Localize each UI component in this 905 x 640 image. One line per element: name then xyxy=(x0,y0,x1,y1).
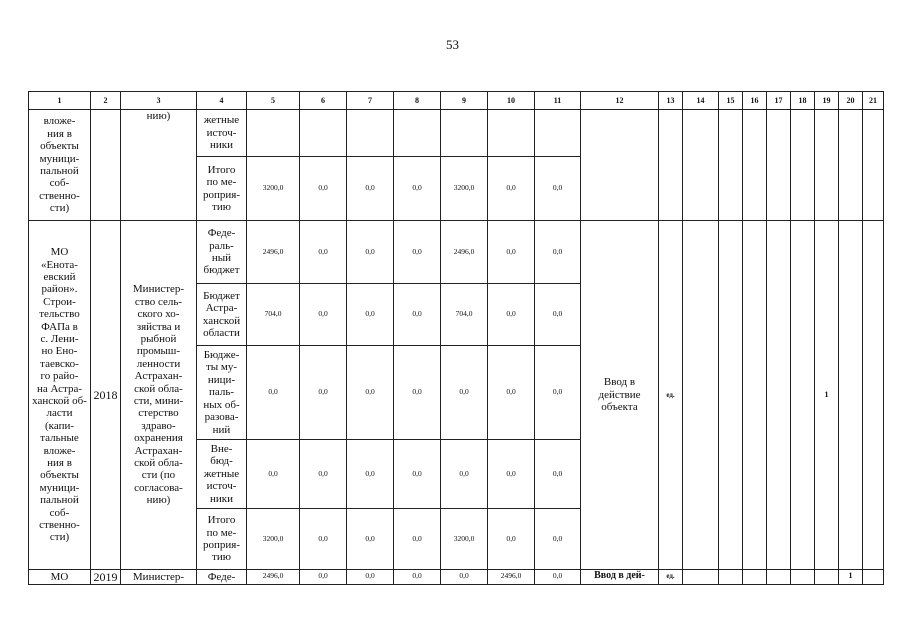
object-name-line: объекты xyxy=(40,469,79,482)
funding-source-line: источ- xyxy=(206,126,237,139)
header-col-4: 4 xyxy=(197,92,247,110)
amount-cell: 0,0 xyxy=(441,440,488,509)
result-cell xyxy=(581,110,659,221)
funding-source-line: бюд- xyxy=(210,455,233,468)
col-20-value: 1 xyxy=(839,570,863,585)
col-14 xyxy=(683,221,719,570)
col-20 xyxy=(839,110,863,221)
object-name-line: район». xyxy=(41,283,78,296)
funding-source-line: ханской xyxy=(202,314,241,327)
funding-source-line: ники xyxy=(209,139,233,152)
amount-cell: 2496,0 xyxy=(247,570,300,585)
header-col-15: 15 xyxy=(719,92,743,110)
col-14 xyxy=(683,570,719,585)
object-name-line: но Ено- xyxy=(41,345,78,358)
year: 2019 xyxy=(91,570,121,585)
col-15 xyxy=(719,110,743,221)
funding-source xyxy=(197,346,247,440)
header-col-19: 19 xyxy=(815,92,839,110)
result-cell-line: объекта xyxy=(601,401,638,414)
funding-source-line: ники xyxy=(209,492,233,505)
header-col-2: 2 xyxy=(91,92,121,110)
col-17 xyxy=(767,570,791,585)
object-name-line: муници- xyxy=(39,481,80,494)
amount-cell: 0,0 xyxy=(488,509,535,570)
object-name-line: ханской об- xyxy=(32,395,87,407)
amount-cell: 0,0 xyxy=(247,346,300,440)
funding-source-line: тию xyxy=(212,200,231,213)
responsible-line: Астрахан- xyxy=(134,370,183,383)
result-cell-line: действие xyxy=(598,388,641,401)
object-name-line: пальной xyxy=(40,165,79,177)
header-col-8: 8 xyxy=(394,92,441,110)
funding-source-line: ты му- xyxy=(205,361,238,374)
amount-cell: 0,0 xyxy=(247,440,300,509)
object-name-line: МО xyxy=(50,246,69,259)
amount-cell: 0,0 xyxy=(441,346,488,440)
amount-cell: 0,0 xyxy=(347,509,394,570)
unit-cell xyxy=(659,110,683,221)
amount-cell: 0,0 xyxy=(347,221,394,284)
funding-source xyxy=(197,157,247,221)
col-17 xyxy=(767,221,791,570)
funding-source-line: жетные xyxy=(203,467,240,480)
responsible-line: охранения xyxy=(134,432,183,445)
amount-cell: 0,0 xyxy=(300,346,347,440)
col-15 xyxy=(719,570,743,585)
amount-cell xyxy=(535,110,581,157)
amount-cell: 0,0 xyxy=(535,509,581,570)
amount-cell xyxy=(394,110,441,157)
object-name-line: соб- xyxy=(49,177,70,190)
result-cell xyxy=(581,570,659,585)
amount-cell: 0,0 xyxy=(300,570,347,585)
object-name-line: евский xyxy=(43,270,76,283)
program-table xyxy=(28,91,884,585)
object-name-line: соб- xyxy=(49,506,70,519)
header-col-9: 9 xyxy=(441,92,488,110)
amount-cell: 0,0 xyxy=(347,346,394,440)
result-cell xyxy=(581,221,659,570)
amount-cell: 0,0 xyxy=(441,570,488,585)
header-col-12: 12 xyxy=(581,92,659,110)
funding-source-line: Итого xyxy=(207,514,236,527)
responsible-line: ского хо- xyxy=(137,308,180,321)
year: 2018 xyxy=(91,221,121,570)
funding-source-line: Астра- xyxy=(205,302,238,315)
amount-cell: 0,0 xyxy=(394,221,441,284)
amount-cell: 0,0 xyxy=(347,570,394,585)
amount-cell: 0,0 xyxy=(535,284,581,346)
funding-source-line: раль- xyxy=(209,239,234,252)
amount-cell: 0,0 xyxy=(394,509,441,570)
amount-cell xyxy=(347,110,394,157)
header-col-7: 7 xyxy=(347,92,394,110)
amount-cell: 2496,0 xyxy=(247,221,300,284)
funding-source-line: области xyxy=(203,326,240,339)
object-name-line: ФАПа в xyxy=(41,320,78,333)
object-name xyxy=(29,110,91,221)
responsible-line: сти (по xyxy=(141,469,176,482)
amount-cell: 0,0 xyxy=(300,157,347,221)
header-col-21: 21 xyxy=(863,92,884,110)
funding-source-line: Итого xyxy=(207,163,236,176)
object-name-line: с. Лени- xyxy=(40,332,79,345)
amount-cell: 704,0 xyxy=(441,284,488,346)
result-cell-line: Ввод в дей- xyxy=(594,570,645,581)
funding-source-line: тию xyxy=(212,551,231,564)
responsible-line: нию) xyxy=(146,494,171,507)
amount-cell: 0,0 xyxy=(488,221,535,284)
amount-cell: 0,0 xyxy=(535,346,581,440)
header-col-20: 20 xyxy=(839,92,863,110)
header-col-16: 16 xyxy=(743,92,767,110)
amount-cell: 3200,0 xyxy=(247,509,300,570)
funding-source xyxy=(197,221,247,284)
funding-source-line: Бюдже- xyxy=(203,349,240,362)
responsible-line: согласова- xyxy=(134,481,183,494)
col-19-value: 1 xyxy=(815,221,839,570)
amount-cell: 3200,0 xyxy=(441,509,488,570)
table-row xyxy=(29,570,884,585)
funding-source-line: Вне- xyxy=(210,442,233,455)
amount-cell xyxy=(247,110,300,157)
object-name-line: вложе- xyxy=(43,115,76,128)
col-20 xyxy=(839,221,863,570)
header-col-10: 10 xyxy=(488,92,535,110)
amount-cell: 0,0 xyxy=(394,346,441,440)
funding-source-line: ници- xyxy=(207,373,236,386)
funding-source-line: Бюджет xyxy=(203,289,240,302)
header-row xyxy=(29,92,884,110)
amount-cell: 0,0 xyxy=(347,157,394,221)
col-18 xyxy=(791,221,815,570)
amount-cell: 2496,0 xyxy=(441,221,488,284)
funding-source-line: разова- xyxy=(204,411,239,424)
responsible xyxy=(121,110,197,221)
amount-cell: 0,0 xyxy=(535,157,581,221)
header-col-13: 13 xyxy=(659,92,683,110)
responsible-line: стерство xyxy=(138,407,179,420)
amount-cell: 0,0 xyxy=(300,221,347,284)
col-18 xyxy=(791,570,815,585)
object-name-line: ния в xyxy=(47,127,72,140)
funding-source-line: жетные xyxy=(203,114,240,127)
funding-source-line: по ме- xyxy=(206,526,237,539)
object-name: МО xyxy=(29,570,91,585)
object-name-line: Строи- xyxy=(43,295,76,308)
amount-cell: 0,0 xyxy=(394,284,441,346)
col-21 xyxy=(863,110,884,221)
col-17 xyxy=(767,110,791,221)
object-name-line: го райо- xyxy=(40,370,79,383)
header-col-18: 18 xyxy=(791,92,815,110)
amount-cell: 3200,0 xyxy=(441,157,488,221)
col-16 xyxy=(743,110,767,221)
object-name-line: (капи- xyxy=(44,419,74,432)
object-name-line: «Енота- xyxy=(41,258,78,271)
col-19 xyxy=(815,110,839,221)
responsible-line: ской обла- xyxy=(134,457,183,470)
responsible xyxy=(121,221,197,570)
object-name-line: тельство xyxy=(39,308,80,321)
funding-source-line: по ме- xyxy=(206,176,237,189)
amount-cell: 0,0 xyxy=(488,346,535,440)
funding-source xyxy=(197,110,247,157)
object-name-line: тальные xyxy=(40,432,79,445)
object-name-line: сти) xyxy=(49,202,70,215)
responsible-line: ство сель- xyxy=(134,295,183,308)
object-name-line: муници- xyxy=(39,152,80,165)
funding-source-line: источ- xyxy=(206,480,237,493)
object-name-line: ния в xyxy=(47,457,72,470)
amount-cell: 0,0 xyxy=(300,509,347,570)
object-name-line: на Астра- xyxy=(36,382,83,395)
funding-source-line: ный xyxy=(211,252,232,264)
responsible-line: Министер- xyxy=(132,283,185,296)
amount-cell: 2496,0 xyxy=(488,570,535,585)
funding-source xyxy=(197,509,247,570)
col-19 xyxy=(815,570,839,585)
amount-cell: 0,0 xyxy=(347,284,394,346)
table-row xyxy=(29,221,884,284)
col-16 xyxy=(743,570,767,585)
funding-source-line: бюджет xyxy=(203,264,240,277)
funding-source-line: Феде- xyxy=(207,227,236,240)
header-col-3: 3 xyxy=(121,92,197,110)
funding-source-line: ных об- xyxy=(203,398,240,411)
amount-cell: 0,0 xyxy=(535,221,581,284)
amount-cell: 0,0 xyxy=(488,157,535,221)
responsible-line: здраво- xyxy=(141,419,176,432)
amount-cell: 0,0 xyxy=(300,284,347,346)
amount-cell: 0,0 xyxy=(535,570,581,585)
result-cell-line: Ввод в xyxy=(603,376,636,389)
col-21 xyxy=(863,221,884,570)
amount-cell: 0,0 xyxy=(488,440,535,509)
header-col-5: 5 xyxy=(247,92,300,110)
funding-source xyxy=(197,440,247,509)
amount-cell: 0,0 xyxy=(300,440,347,509)
col-18 xyxy=(791,110,815,221)
amount-cell: 0,0 xyxy=(535,440,581,509)
year xyxy=(91,110,121,221)
object-name-line: ласти xyxy=(46,407,73,420)
responsible: Министер- xyxy=(121,570,197,585)
amount-cell xyxy=(441,110,488,157)
header-col-14: 14 xyxy=(683,92,719,110)
object-name-line: пальной xyxy=(40,494,79,507)
object-name-line: ственно- xyxy=(39,189,80,202)
header-col-11: 11 xyxy=(535,92,581,110)
page-number: 53 xyxy=(446,37,459,52)
header-col-6: 6 xyxy=(300,92,347,110)
responsible-line: ленности xyxy=(136,357,181,370)
col-21 xyxy=(863,570,884,585)
responsible-line: промыш- xyxy=(136,345,181,358)
header-col-1: 1 xyxy=(29,92,91,110)
object-name-line: вложе- xyxy=(43,444,76,457)
amount-cell: 0,0 xyxy=(394,157,441,221)
amount-cell: 0,0 xyxy=(394,440,441,509)
amount-cell xyxy=(488,110,535,157)
amount-cell xyxy=(300,110,347,157)
col-15 xyxy=(719,221,743,570)
funding-source-line: роприя- xyxy=(203,539,240,551)
responsible-line: Астрахан- xyxy=(134,444,183,457)
col-14 xyxy=(683,110,719,221)
header-col-17: 17 xyxy=(767,92,791,110)
object-name-line: ственно- xyxy=(39,519,80,532)
unit-cell: ед. xyxy=(659,570,683,585)
table-row xyxy=(29,110,884,157)
funding-source xyxy=(197,284,247,346)
object-name xyxy=(29,221,91,570)
amount-cell: 3200,0 xyxy=(247,157,300,221)
funding-source-line: паль- xyxy=(208,386,235,399)
amount-cell: 704,0 xyxy=(247,284,300,346)
object-name-line: таевско- xyxy=(40,357,79,370)
funding-source: Феде- xyxy=(197,570,247,585)
object-name-line: сти) xyxy=(49,531,70,544)
responsible-line: рыбной xyxy=(140,332,177,345)
responsible-line: зяйства и xyxy=(136,320,181,333)
funding-source-line: ний xyxy=(212,423,231,436)
amount-cell: 0,0 xyxy=(347,440,394,509)
col-16 xyxy=(743,221,767,570)
responsible-line: нию) xyxy=(146,110,171,122)
amount-cell: 0,0 xyxy=(488,284,535,346)
unit-cell: ед. xyxy=(659,221,683,570)
responsible-line: сти, мини- xyxy=(133,395,184,407)
object-name-line: объекты xyxy=(40,140,79,153)
responsible-line: ской обла- xyxy=(134,382,183,395)
funding-source-line: роприя- xyxy=(203,188,240,201)
amount-cell: 0,0 xyxy=(394,570,441,585)
